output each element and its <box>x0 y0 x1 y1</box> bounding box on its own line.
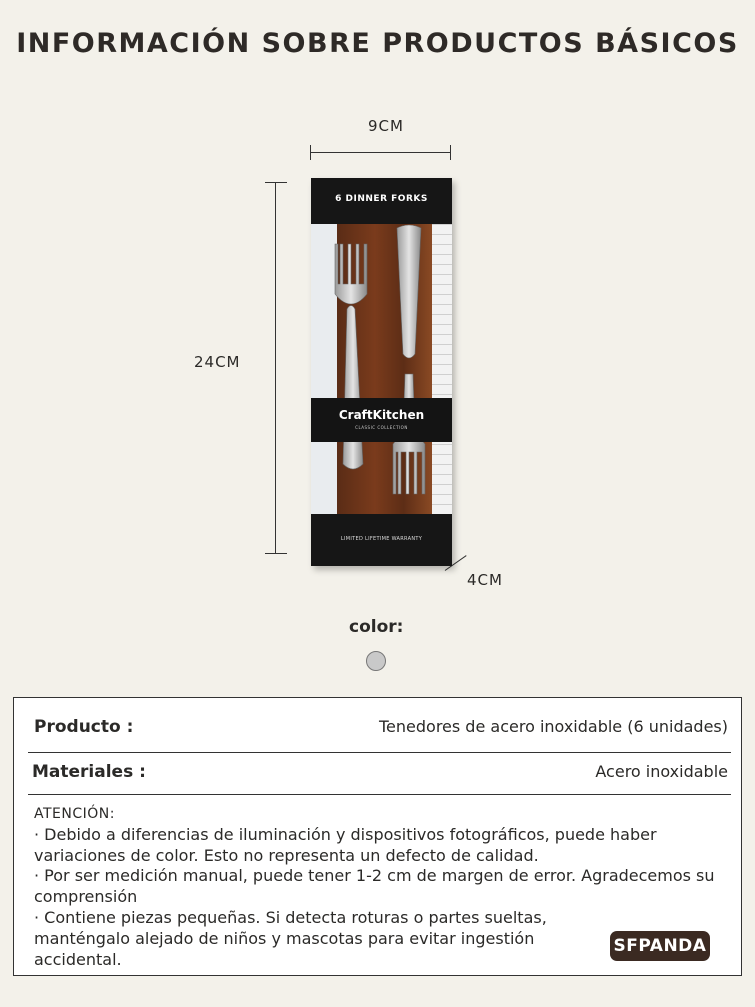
color-label: color: <box>349 617 404 637</box>
note-item: · Debido a diferencias de iluminación y dispositivos fotográficos, puede haber variaciones de color. Esto no representa un defecto de calidad. <box>34 824 657 865</box>
attention-title: ATENCIÓN: <box>34 806 115 822</box>
depth-dimension-label: 4CM <box>467 571 503 589</box>
package-bottom-text: LIMITED LIFETIME WARRANTY <box>340 536 423 542</box>
package-window <box>311 224 452 514</box>
materials-row <box>28 762 728 786</box>
width-tick-left <box>310 145 311 160</box>
product-package-image <box>311 178 452 566</box>
brand-logo: SFPANDA <box>610 931 710 961</box>
forks-illustration <box>311 224 452 514</box>
product-label: Producto : <box>34 717 134 737</box>
divider <box>28 794 731 795</box>
height-dimension-label: 24CM <box>194 353 241 371</box>
info-panel <box>13 697 742 976</box>
note-item: · Por ser medición manual, puede tener 1-2 cm de margen de error. Agradecemos su comprensión <box>34 866 715 907</box>
width-tick-right <box>450 145 451 160</box>
brand-name: CraftKitchen <box>338 408 425 422</box>
package-brand-band <box>311 398 452 442</box>
product-row <box>28 717 728 741</box>
package-top-band <box>311 178 452 224</box>
divider <box>28 752 731 753</box>
brand-subtitle: CLASSIC COLLECTION <box>355 425 408 430</box>
color-swatch[interactable] <box>366 651 386 671</box>
width-dimension-line <box>310 152 451 153</box>
height-dimension-line <box>275 182 276 554</box>
product-value: Tenedores de acero inoxidable (6 unidades) <box>378 717 728 736</box>
package-bottom-band <box>311 514 452 566</box>
package-top-text: 6 DINNER FORKS <box>335 194 428 204</box>
height-tick-top <box>265 182 287 183</box>
height-tick-bottom <box>265 553 287 554</box>
note-item: · Contiene piezas pequeñas. Si detecta roturas o partes sueltas, manténgalo alejado de niños y mascotas para evitar ingestión accidental. <box>34 907 547 969</box>
materials-value: Acero inoxidable <box>595 762 728 781</box>
width-dimension-label: 9CM <box>368 117 404 135</box>
page-title: INFORMACIÓN SOBRE PRODUCTOS BÁSICOS <box>16 28 739 59</box>
materials-label: Materiales : <box>32 762 146 782</box>
